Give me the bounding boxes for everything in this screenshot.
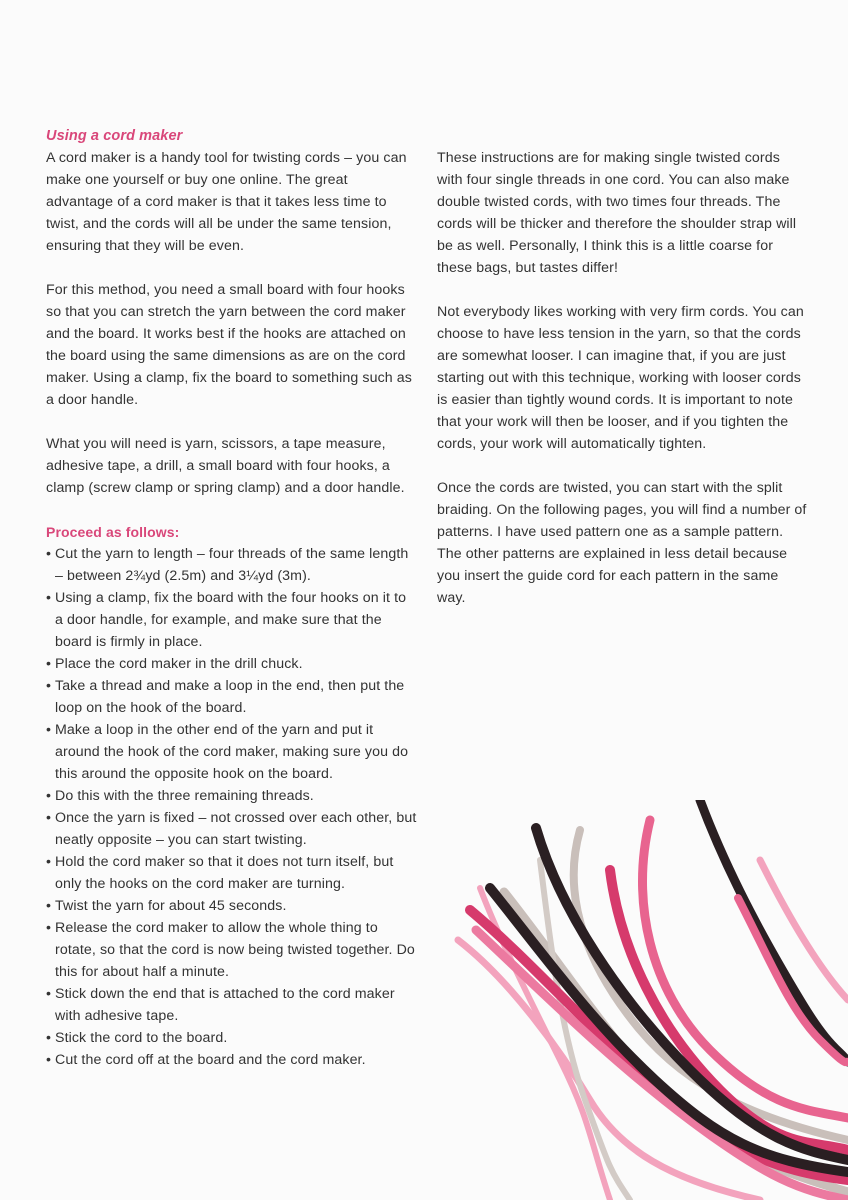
step-item: • Stick down the end that is attached to the cord maker with adhesive tape. bbox=[46, 983, 418, 1027]
cord-black bbox=[700, 800, 848, 1062]
step-item: • Using a clamp, fix the board with the four hooks on it to a door handle, for example, and make sure that the board is firmly in place. bbox=[46, 587, 418, 653]
proceed-heading: Proceed as follows: bbox=[46, 524, 180, 540]
materials-paragraph: What you will need is yarn, scissors, a tape measure, adhesive tape, a drill, a small board with four hooks, a clamp (screw clamp or spring clamp) and a door handle. bbox=[46, 436, 405, 496]
step-item: • Twist the yarn for about 45 seconds. bbox=[46, 895, 418, 917]
intro-paragraph: A cord maker is a handy tool for twisting cords – you can make one yourself or buy one online. The great advantage of a cord maker is that it takes less time to twist, and the cords will all be under the same tension, ensuring that they will be even. bbox=[46, 150, 407, 254]
step-item: • Take a thread and make a loop in the end, then put the loop on the hook of the board. bbox=[46, 675, 418, 719]
right-column bbox=[437, 147, 809, 631]
method-paragraph: For this method, you need a small board with four hooks so that you can stretch the yarn between the cord maker and the board. It works best if the hooks are attached on the board using the same dimensions as are on the cord maker. Using a clamp, fix the board to something such as a door handle. bbox=[46, 282, 412, 408]
left-column bbox=[46, 125, 418, 1071]
cords-photo bbox=[440, 800, 848, 1200]
step-item: • Stick the cord to the board. bbox=[46, 1027, 418, 1049]
step-item: • Once the yarn is fixed – not crossed over each other, but neatly opposite – you can start twisting. bbox=[46, 807, 418, 851]
section-title: Using a cord maker bbox=[46, 128, 183, 144]
step-item: • Hold the cord maker so that it does not turn itself, but only the hooks on the cord maker are turning. bbox=[46, 851, 418, 895]
step-item: • Cut the yarn to length – four threads of the same length – between 2¾yd (2.5m) and 3¼yd (3m). bbox=[46, 543, 418, 587]
step-item: • Release the cord maker to allow the whole thing to rotate, so that the cord is now being twisted together. Do this for about half a minute. bbox=[46, 917, 418, 983]
braiding-paragraph: Once the cords are twisted, you can start with the split braiding. On the following pages, you will find a number of patterns. I have used pattern one as a sample pattern. The other patterns are explained in less detail because you insert the guide cord for each pattern in the same way. bbox=[437, 480, 807, 606]
steps-list bbox=[46, 543, 418, 1071]
cord-pink bbox=[643, 820, 848, 1118]
step-item: • Place the cord maker in the drill chuck. bbox=[46, 653, 418, 675]
step-item: • Cut the cord off at the board and the cord maker. bbox=[46, 1049, 418, 1071]
step-item: • Make a loop in the other end of the yarn and put it around the hook of the cord maker, making sure you do this around the opposite hook on the board. bbox=[46, 719, 418, 785]
cord-light-pink bbox=[760, 860, 848, 1000]
step-item: • Do this with the three remaining threads. bbox=[46, 785, 418, 807]
tension-paragraph: Not everybody likes working with very firm cords. You can choose to have less tension in the yarn, so that the cords are somewhat looser. I can imagine that, if you are just starting out with this technique, working with looser cords is easier than tightly wound cords. It is important to note that your work will then be looser, and if you tighten the cords, your work will automatically tighten. bbox=[437, 304, 804, 452]
double-cord-paragraph: These instructions are for making single twisted cords with four single threads in one cord. You can also make double twisted cords, with two times four threads. The cords will be thicker and therefore the shoulder strap will be as well. Personally, I think this is a little coarse for these bags, but tastes differ! bbox=[437, 150, 797, 276]
